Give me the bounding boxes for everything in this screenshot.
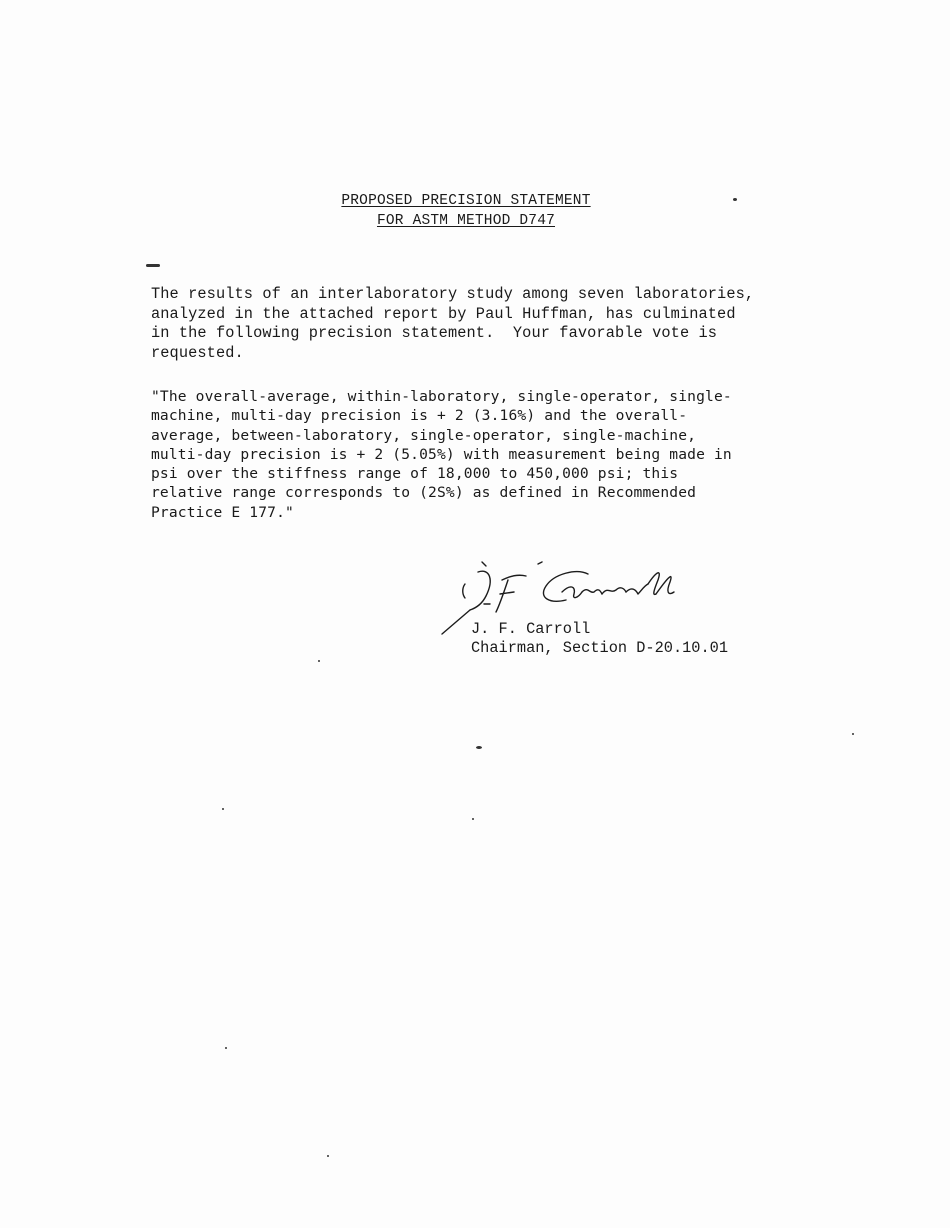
statement-line: "The overall-average, within-laboratory, single-operator, single-: [151, 388, 732, 405]
scan-speck: [146, 264, 160, 267]
scan-speck: [852, 733, 854, 735]
intro-line: The results of an interlaboratory study among seven laboratories,: [151, 285, 755, 303]
precision-statement-paragraph: [151, 387, 771, 522]
statement-line: multi-day precision is + 2 (5.05%) with measurement being made in: [151, 445, 732, 463]
scan-speck: [472, 818, 474, 820]
statement-line: average, between-laboratory, single-operator, single-machine,: [151, 426, 697, 444]
signer-name: J. F. Carroll: [471, 620, 591, 638]
scan-speck: [318, 660, 320, 662]
scan-speck: [733, 198, 737, 201]
statement-line: relative range corresponds to (2S%) as defined in Recommended: [151, 484, 697, 502]
intro-line: in the following precision statement. Your favorable vote is: [151, 324, 718, 342]
signature-block: [471, 620, 728, 658]
statement-line: Practice E 177.": [151, 503, 294, 521]
statement-line: psi over the stiffness range of 18,000 to 450,000 psi; this: [151, 465, 679, 483]
statement-line: machine, multi-day precision is + 2 (3.16%) and the overall-: [151, 407, 688, 425]
title-line-2: FOR ASTM METHOD D747: [376, 213, 556, 229]
intro-line: requested.: [151, 343, 244, 362]
scan-speck: [222, 808, 224, 810]
intro-paragraph: [151, 285, 771, 363]
signer-title: Chairman, Section D-20.10.01: [471, 639, 729, 657]
scan-speck: [327, 1155, 329, 1157]
title-line-1: PROPOSED PRECISION STATEMENT: [341, 193, 591, 209]
intro-line: analyzed in the attached report by Paul Huffman, has culminated: [151, 304, 736, 323]
scan-speck: [476, 746, 482, 749]
scan-speck: [225, 1047, 227, 1049]
